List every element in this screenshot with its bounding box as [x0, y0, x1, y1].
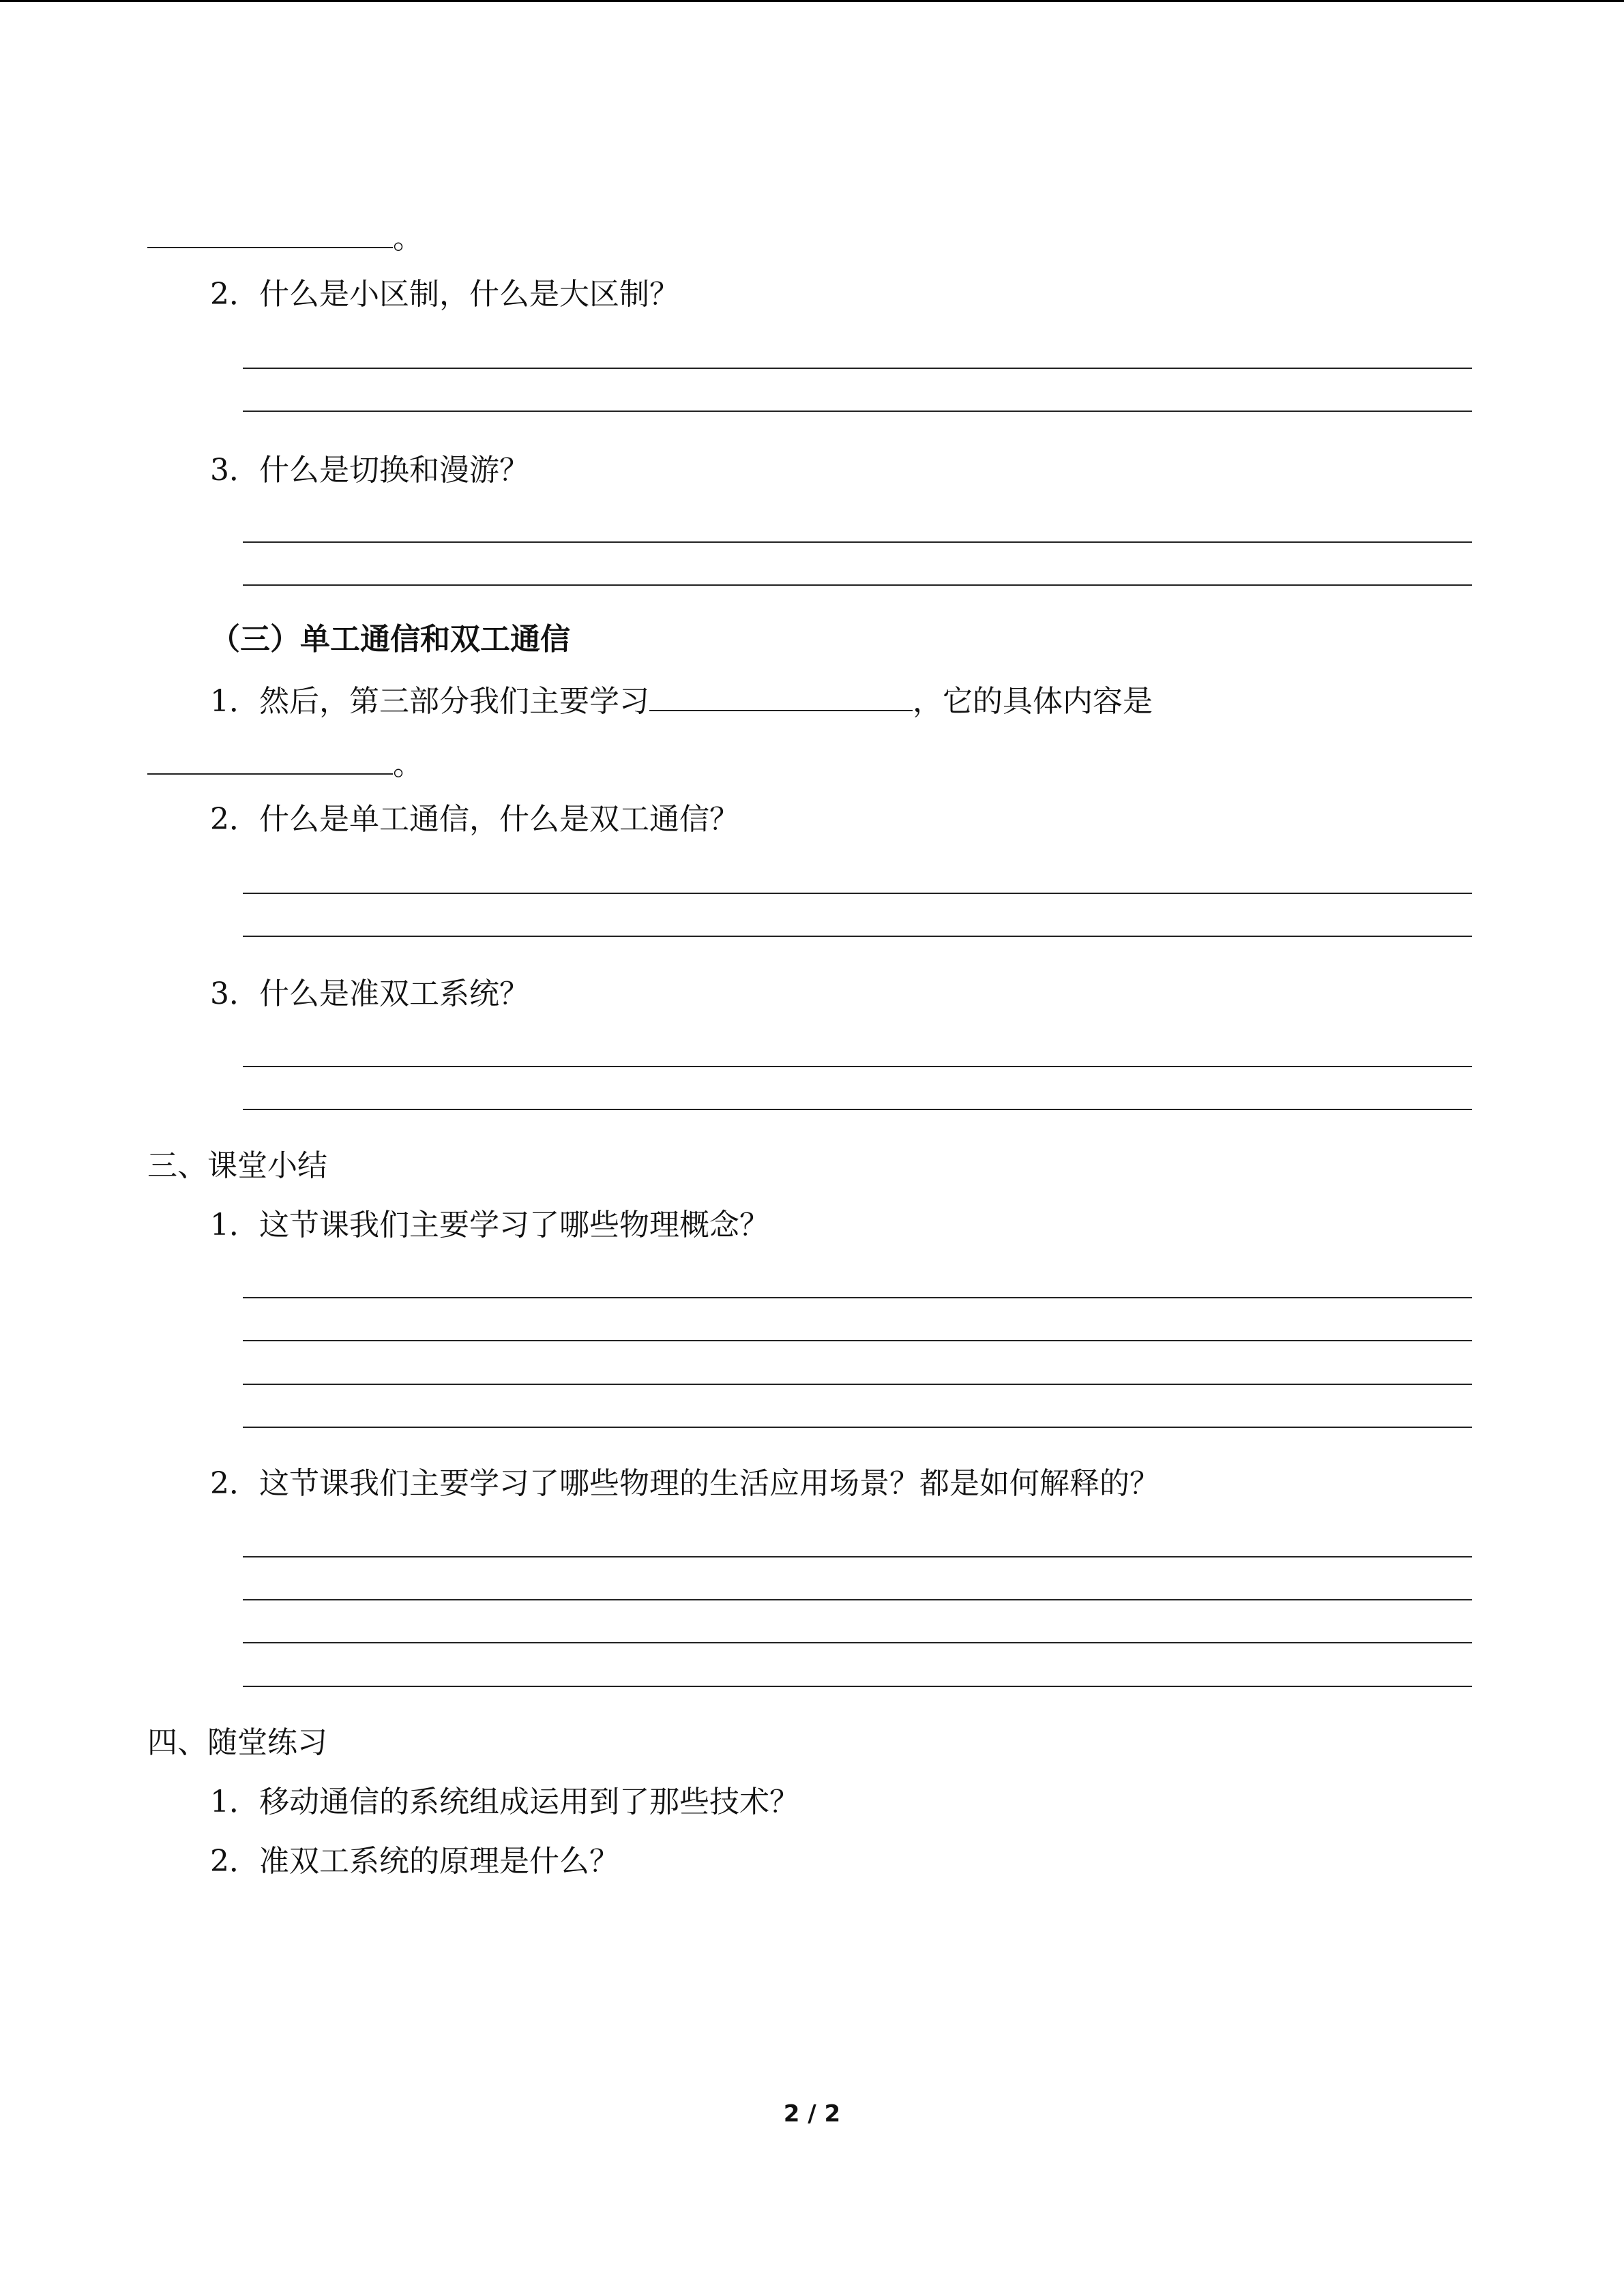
answer-line[interactable]	[243, 1556, 1472, 1557]
answer-line[interactable]	[243, 1109, 1472, 1110]
answer-line[interactable]	[243, 368, 1472, 369]
fill-blank[interactable]	[147, 217, 393, 248]
period: 。	[393, 747, 423, 782]
answer-line[interactable]	[243, 1066, 1472, 1067]
answer-line[interactable]	[243, 893, 1472, 894]
answer-line[interactable]	[243, 1384, 1472, 1385]
question-2-cells: 2．什么是小区制，什么是大区制？	[210, 277, 679, 312]
summary-question-2: 2．这节课我们主要学习了哪些物理的生活应用场景？都是如何解释的？	[210, 1466, 1160, 1501]
answer-line-fragment	[147, 217, 423, 259]
answer-line[interactable]	[243, 411, 1472, 412]
answer-line[interactable]	[243, 584, 1472, 586]
section-title-summary: 三、课堂小结	[147, 1148, 327, 1183]
question-3-handover: 3．什么是切换和漫游？	[210, 453, 529, 488]
practice-question-1: 1．移动通信的系统组成运用到了那些技术？	[210, 1785, 799, 1819]
answer-line[interactable]	[243, 1297, 1472, 1298]
question-3-half-duplex: 3．什么是准双工系统？	[210, 976, 529, 1011]
answer-line[interactable]	[243, 1686, 1472, 1687]
question-2-simplex: 2．什么是单工通信，什么是双工通信？	[210, 802, 739, 837]
question-text: 1．然后，第三部分我们主要学习	[210, 684, 649, 719]
answer-line[interactable]	[243, 1599, 1472, 1600]
fill-blank[interactable]	[649, 680, 913, 711]
answer-line[interactable]	[243, 1340, 1472, 1341]
section-heading-simplex-duplex: （三）单工通信和双工通信	[210, 622, 570, 657]
page-number: 2 / 2	[783, 2100, 841, 2128]
question-text-tail: ，它的具体内容是	[913, 684, 1153, 719]
answer-line[interactable]	[243, 541, 1472, 543]
practice-question-2: 2．准双工系统的原理是什么？	[210, 1844, 619, 1879]
period: 。	[393, 221, 423, 256]
question-1-part3	[210, 680, 1153, 722]
answer-line[interactable]	[243, 1642, 1472, 1643]
answer-line[interactable]	[243, 936, 1472, 937]
summary-question-1: 1．这节课我们主要学习了哪些物理概念？	[210, 1208, 769, 1242]
answer-line[interactable]	[243, 1427, 1472, 1428]
fill-blank[interactable]	[147, 743, 393, 775]
answer-line-fragment	[147, 743, 423, 786]
page-top-border	[0, 0, 1624, 2]
section-title-practice: 四、随堂练习	[147, 1725, 327, 1760]
